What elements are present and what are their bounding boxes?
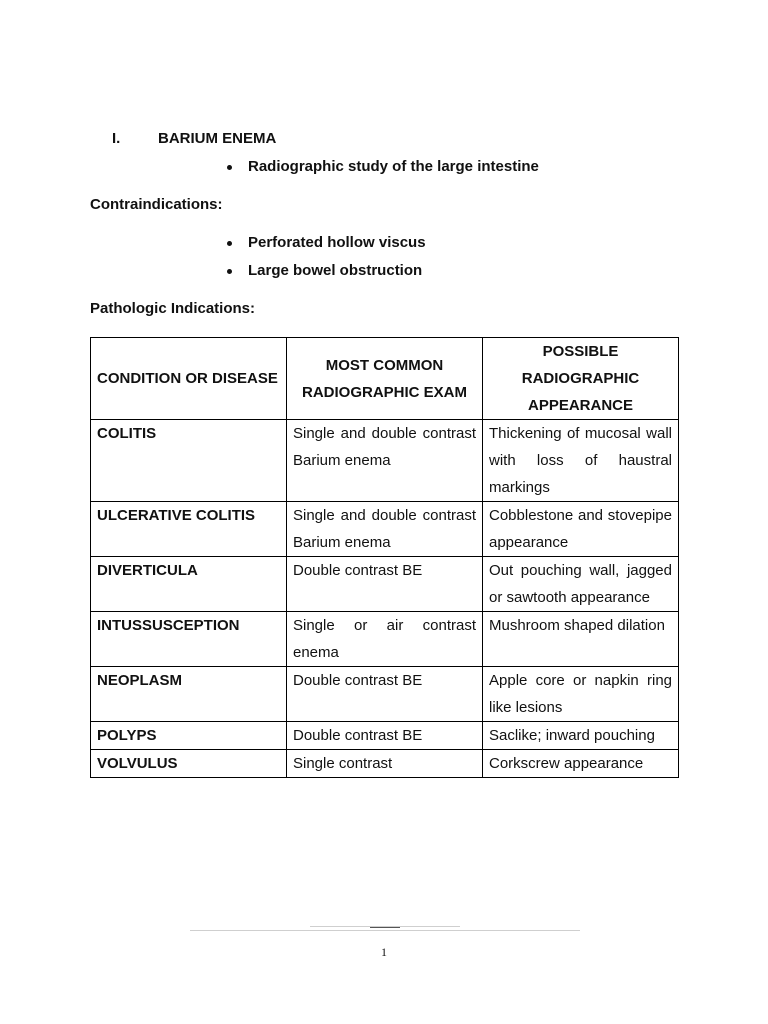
section-number: I. (112, 130, 121, 147)
table-row (91, 667, 679, 722)
page-number: 1 (381, 945, 387, 959)
cell-condition: COLITIS (91, 420, 287, 502)
table-row (91, 557, 679, 612)
header-appearance-line: APPEARANCE (527, 397, 633, 414)
pathologic-heading: Pathologic Indications: (90, 300, 256, 317)
cell-appearance: Out pouching wall, jagged or sawtooth appearance (483, 557, 679, 612)
bullet-icon (227, 241, 232, 246)
cell-condition: POLYPS (91, 722, 287, 750)
cell-exam: Single or air contrast enema (287, 612, 483, 667)
header-exam-line: MOST COMMON (325, 356, 444, 374)
table-row (91, 750, 679, 778)
header-exam (287, 338, 483, 420)
header-appearance-line: POSSIBLE (542, 343, 619, 360)
cell-condition: DIVERTICULA (91, 557, 287, 612)
contraindication-item: Perforated hollow viscus (248, 234, 426, 251)
cell-condition: NEOPLASM (91, 667, 287, 722)
cell-exam: Single and double contrast Barium enema (287, 502, 483, 557)
table-row (91, 502, 679, 557)
table-row (91, 420, 679, 502)
table-header-row (91, 338, 679, 420)
footer-divider (370, 927, 400, 928)
cell-appearance: Apple core or napkin ring like lesions (483, 667, 679, 722)
cell-exam: Single contrast (287, 750, 483, 778)
bullet-icon (227, 269, 232, 274)
cell-condition: ULCERATIVE COLITIS (91, 502, 287, 557)
contraindications-heading: Contraindications: (90, 196, 223, 213)
cell-condition: VOLVULUS (91, 750, 287, 778)
section-bullet-text: Radiographic study of the large intestine (248, 158, 539, 175)
bullet-icon (227, 165, 232, 170)
cell-appearance: Corkscrew appearance (483, 750, 679, 778)
cell-appearance: Thickening of mucosal wall with loss of haustral markings (483, 420, 679, 502)
cell-exam: Double contrast BE (287, 557, 483, 612)
section-title: BARIUM ENEMA (158, 130, 277, 147)
cell-exam: Double contrast BE (287, 667, 483, 722)
cell-exam: Single and double contrast Barium enema (287, 420, 483, 502)
table-row (91, 612, 679, 667)
pathologic-indications-table (90, 337, 679, 778)
cell-exam: Double contrast BE (287, 722, 483, 750)
contraindication-item: Large bowel obstruction (248, 262, 423, 279)
header-appearance (483, 338, 679, 420)
header-exam-line: RADIOGRAPHIC EXAM (301, 383, 467, 401)
table-row (91, 722, 679, 750)
cell-appearance: Mushroom shaped dilation (483, 612, 679, 667)
header-condition: CONDITION OR DISEASE (91, 338, 287, 420)
footer-divider (190, 930, 580, 931)
cell-appearance: Saclike; inward pouching (483, 722, 679, 750)
cell-appearance: Cobblestone and stovepipe appearance (483, 502, 679, 557)
header-appearance-line: RADIOGRAPHIC (521, 370, 640, 387)
cell-condition: INTUSSUSCEPTION (91, 612, 287, 667)
